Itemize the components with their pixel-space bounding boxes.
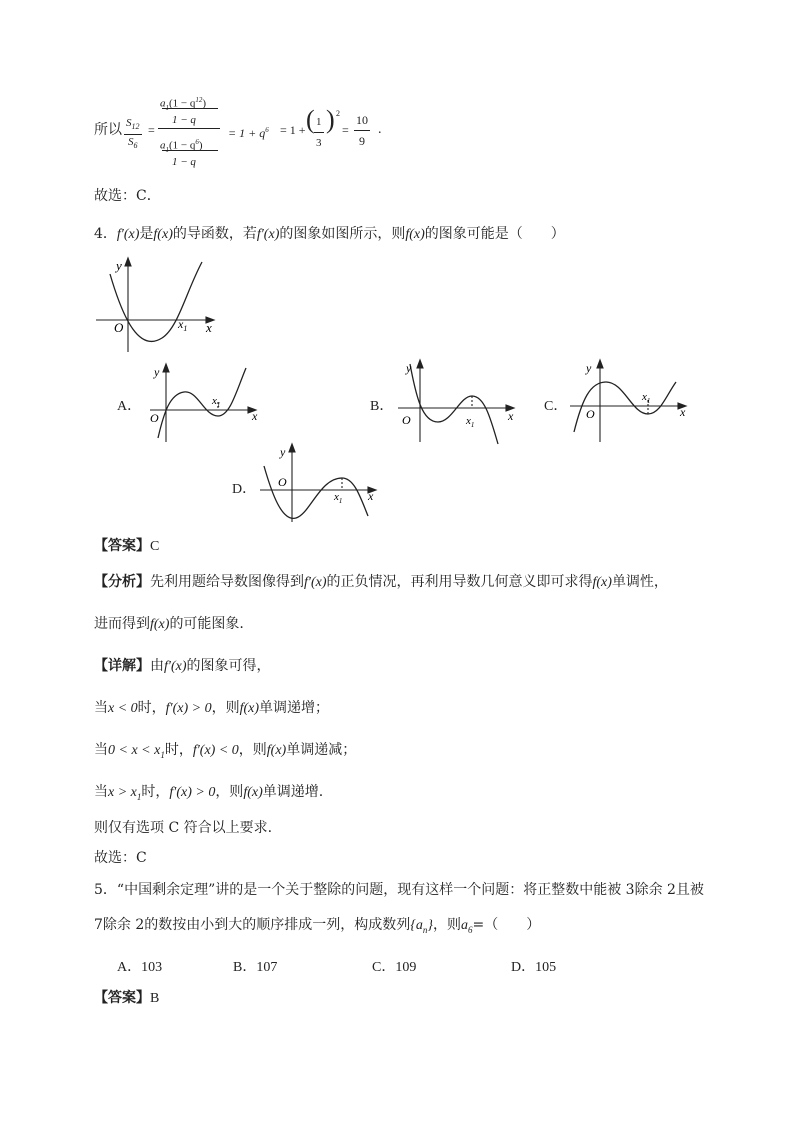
- analysis-line-1: 【分析】先利用题给导数图像得到f′(x)的正负情况，再利用导数几何意义即可求得f(x)单调性，: [94, 574, 668, 590]
- text-suoyi: 所以: [94, 122, 122, 138]
- answer-4: 【答案】C: [94, 538, 160, 554]
- detail-case-3: 当$x > x_1$时，f′(x) > 0，则f(x)单调递增.: [94, 784, 324, 802]
- choose-c-2: 故选：C: [94, 850, 147, 866]
- svg-text:O: O: [150, 411, 159, 425]
- svg-text:y: y: [280, 445, 286, 459]
- svg-text:x1: $x_1$: [466, 415, 475, 429]
- q5-choice-b[interactable]: B．107: [233, 960, 278, 975]
- question-5-line-1: 5．“中国剩余定理”讲的是一个关于整除的问题，现有这样一个问题：将正整数中能被 3除余 2且被: [94, 882, 704, 898]
- option-b-graph[interactable]: [394, 356, 524, 446]
- svg-text:x1: $x_1$: [334, 491, 343, 505]
- label-o: O: [114, 320, 124, 335]
- choose-c-1: 故选：C．: [94, 188, 161, 204]
- label-x: x: [206, 320, 212, 335]
- svg-text:y: y: [586, 361, 592, 375]
- svg-text:x: x: [368, 489, 374, 503]
- option-c-graph[interactable]: [566, 356, 696, 446]
- answer-5: 【答案】B: [94, 990, 160, 1006]
- svg-text:O: O: [586, 407, 595, 421]
- big-fraction: $a_1(1 - q^{12})$ 1 − q $a_1(1 - q^6)$ 1 − q: [158, 86, 224, 176]
- detail-case-1: 当x < 0时，f′(x) > 0，则f(x)单调递增；: [94, 700, 330, 716]
- analysis-line-2: 进而得到f(x)的可能图象.: [94, 616, 244, 632]
- q5-choice-d[interactable]: D．105: [511, 960, 557, 975]
- option-d-graph[interactable]: [256, 440, 386, 526]
- option-d-label[interactable]: D．: [232, 482, 257, 497]
- question-5-line-2: 7除余 2的数按由小到大的顺序排成一列，构成数列$\{a_n\}$，则$a_6=$（ ）: [94, 917, 541, 935]
- rhs-1-plus-q6: = $1 + q^6$: [228, 126, 269, 140]
- detail-case-2: 当$0 < x < x_1$时，f′(x) < 0，则f(x)单调递减；: [94, 742, 357, 760]
- period: .: [378, 122, 382, 137]
- eq-sign-2: =: [342, 123, 349, 137]
- option-b-label[interactable]: B．: [370, 399, 394, 414]
- question-4: 4．f′(x)是f(x)的导函数，若f′(x)的图象如图所示，则f(x)的图象可能是（ ）: [94, 226, 565, 242]
- derivative-graph: [90, 252, 230, 362]
- svg-text:O: O: [278, 475, 287, 489]
- only-c-line: 则仅有选项 C 符合以上要求.: [94, 820, 273, 836]
- label-y: y: [116, 258, 122, 273]
- svg-text:y: y: [154, 365, 160, 379]
- option-a-label[interactable]: A．: [117, 399, 142, 414]
- q5-choice-a[interactable]: A．103: [117, 960, 163, 975]
- svg-text:O: O: [402, 413, 411, 427]
- eq-sign: =: [148, 123, 155, 137]
- svg-text:x1: $x_1$: [642, 391, 651, 405]
- option-a-graph[interactable]: [146, 362, 266, 446]
- frac-s12-s6: $\frac{S_{12}}{S_6}$: [126, 117, 140, 151]
- label-x1: $x_1$: [178, 317, 188, 333]
- svg-text:x1: $x_1$: [212, 395, 221, 409]
- option-c-label[interactable]: C．: [544, 399, 568, 414]
- svg-text:x: x: [508, 409, 514, 423]
- svg-text:x: x: [680, 405, 686, 419]
- rhs-1-plus: = 1 +: [280, 123, 306, 137]
- frac-10-9: $\frac{10}{9}$: [354, 110, 370, 151]
- detail-line-1: 【详解】由f′(x)的图象可得，: [94, 658, 271, 674]
- svg-text:x: x: [252, 409, 258, 423]
- svg-text:y: y: [406, 361, 412, 375]
- q5-choice-c[interactable]: C．109: [372, 960, 417, 975]
